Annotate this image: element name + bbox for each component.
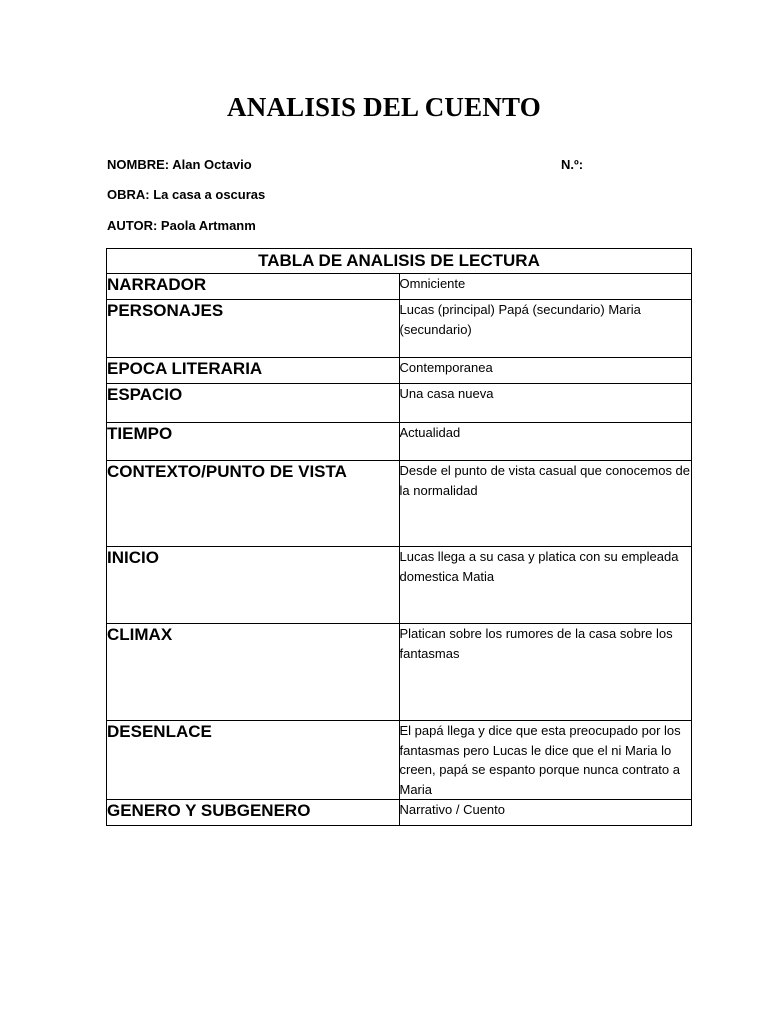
page-title: ANALISIS DEL CUENTO [227, 92, 541, 122]
autor-line: AUTOR: Paola Artmanm [107, 218, 256, 233]
row-label: TIEMPO [107, 423, 400, 461]
table-row-epoca [107, 358, 692, 384]
table-row-desenlace [107, 721, 692, 800]
row-value: El papá llega y dice que esta preocupado por los fantasmas pero Lucas le dice que el ni Maria lo creen, papá se espanto porque nunca contrato a Maria [399, 721, 692, 800]
row-label: INICIO [107, 547, 400, 624]
row-value: Actualidad [399, 423, 692, 461]
row-label: NARRADOR [107, 274, 400, 300]
row-label: PERSONAJES [107, 300, 400, 358]
numero-line: N.º: [561, 157, 584, 172]
analysis-table [106, 248, 692, 826]
row-value: Lucas (principal) Papá (secundario) Maria (secundario) [399, 300, 692, 358]
nombre-line: NOMBRE: Alan Octavio [107, 157, 252, 172]
row-value: Desde el punto de vista casual que conocemos de la normalidad [399, 461, 692, 547]
table-header-row [107, 249, 692, 274]
row-value: Una casa nueva [399, 384, 692, 423]
row-label: DESENLACE [107, 721, 400, 800]
row-label: GENERO Y SUBGENERO [107, 800, 400, 826]
row-label: CONTEXTO/PUNTO DE VISTA [107, 461, 400, 547]
table-row-inicio [107, 547, 692, 624]
row-value: Contemporanea [399, 358, 692, 384]
row-value: Platican sobre los rumores de la casa sobre los fantasmas [399, 624, 692, 721]
row-value: Narrativo / Cuento [399, 800, 692, 826]
table-row-genero [107, 800, 692, 826]
table-header: TABLA DE ANALISIS DE LECTURA [107, 249, 692, 274]
table-row-personajes [107, 300, 692, 358]
row-value: Lucas llega a su casa y platica con su empleada domestica Matia [399, 547, 692, 624]
table-row-contexto [107, 461, 692, 547]
row-value: Omniciente [399, 274, 692, 300]
row-label: ESPACIO [107, 384, 400, 423]
row-label: EPOCA LITERARIA [107, 358, 400, 384]
row-label: CLIMAX [107, 624, 400, 721]
table-row-espacio [107, 384, 692, 423]
table-row-narrador [107, 274, 692, 300]
obra-line: OBRA: La casa a oscuras [107, 187, 266, 202]
table-row-tiempo [107, 423, 692, 461]
table-row-climax [107, 624, 692, 721]
